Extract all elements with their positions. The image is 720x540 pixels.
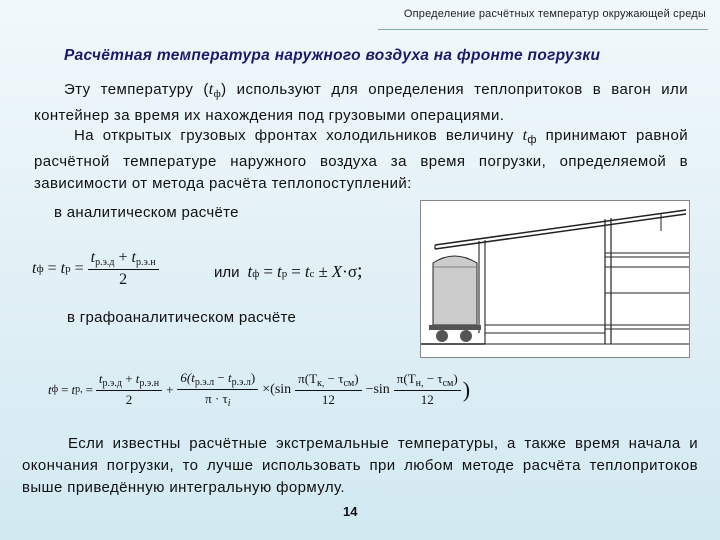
intro-p2-var: t <box>522 127 528 144</box>
gf-f1-num-b: t <box>135 371 140 386</box>
gf-f3-den: 12 <box>321 392 335 407</box>
gf-f2-num-a-sub: р.э.л <box>194 377 215 388</box>
intro-p2-after: принимают равной расчётной температуре наружного воздуха за время погрузки, определяемой в зависимости от метода расчёта теплопоступлений: <box>34 127 689 192</box>
alt-tc-sub: с <box>309 268 315 280</box>
af-lhs-sub: ф <box>36 263 44 275</box>
gf-f4-num: π(T <box>396 371 416 386</box>
gf-frac-1 <box>96 371 162 408</box>
analytical-alt-formula <box>214 260 363 283</box>
gf-f2-num: 6(t <box>180 370 195 385</box>
af-plus: + <box>118 249 128 266</box>
gf-f4-minus: − τ <box>426 371 443 386</box>
gf-eq1: = <box>61 381 69 397</box>
gf-f4-num-sub: н, <box>415 378 424 389</box>
analytical-formula <box>32 249 159 289</box>
af-num-a: t <box>90 249 96 266</box>
gf-f4-close: ) <box>453 371 458 386</box>
graphical-formula <box>48 370 470 409</box>
alt-eq1: = <box>263 262 273 281</box>
af-or-label: или <box>214 264 240 281</box>
af-den: 2 <box>119 271 128 288</box>
af-num-b: t <box>131 249 136 266</box>
alt-x: X <box>331 262 343 281</box>
af-fraction <box>88 249 159 289</box>
gf-f1-num-a-sub: р.э.д <box>102 378 122 389</box>
af-eq2: = <box>74 260 84 277</box>
af-num-a-sub: р.э.д <box>95 257 115 268</box>
gf-f3-minus: − τ <box>327 371 344 386</box>
gf-eq2: = <box>85 381 93 397</box>
alt-lhs-sub: ф <box>252 268 260 280</box>
intro-p1-after: ) используют для определения теплопритоков в вагон или контейнер за время их нахождения под грузовыми операциями. <box>34 81 688 124</box>
intro-p2-sub: ф <box>527 134 537 146</box>
gf-lhs: t <box>48 381 52 397</box>
gf-f1-den: 2 <box>125 392 133 407</box>
af-eq1: = <box>47 260 57 277</box>
intro-p1-before: Эту температуру ( <box>64 81 209 98</box>
gf-frac-3 <box>295 371 361 408</box>
gf-f3-num: π(T <box>298 371 318 386</box>
af-tp: t <box>60 260 66 277</box>
graphical-label: в графоаналитическом расчёте <box>67 309 297 326</box>
gf-f1-num-a: t <box>98 371 103 386</box>
page-number: 14 <box>343 504 358 519</box>
intro-p2-before: На открытых грузовых фронтах холодильников величину <box>74 127 514 144</box>
intro-p1-var: t <box>208 81 214 98</box>
af-tp-sub: р <box>65 263 71 275</box>
gf-frac-2 <box>177 370 258 409</box>
gf-f3-num-sub: к, <box>317 378 325 389</box>
gf-lhs-sub: ф <box>51 384 59 395</box>
af-lhs: t <box>32 260 37 277</box>
gf-f1-plus: + <box>125 371 133 386</box>
loading-platform-figure <box>420 200 690 358</box>
alt-tp: t <box>276 262 282 281</box>
gf-f1-num-b-sub: р.э.н <box>139 378 160 389</box>
alt-dot: · <box>342 262 348 281</box>
gf-f2-den-sub: i <box>227 398 231 409</box>
intro-paragraph-1 <box>34 79 688 127</box>
header-divider <box>378 29 708 30</box>
gf-tp-sub: р, <box>75 384 83 395</box>
gf-tp: t <box>71 381 76 397</box>
intro-paragraph-2 <box>34 125 688 195</box>
gf-f3-num-sub2: см <box>343 378 355 389</box>
platform-drawing <box>421 201 689 357</box>
gf-plus: + <box>166 381 174 397</box>
gf-end: ) <box>462 376 471 402</box>
analytical-label: в аналитическом расчёте <box>54 204 239 221</box>
gf-minus-sin: −sin <box>365 381 390 397</box>
gf-f2-minus: − <box>217 370 225 385</box>
slide-title: Расчётная температура наружного воздуха на фронте погрузки <box>64 47 601 64</box>
gf-frac-4 <box>394 371 461 408</box>
af-num-b-sub: р.э.н <box>135 257 156 268</box>
alt-lhs: t <box>247 262 253 281</box>
conclusion-text: Если известны расчётные экстремальные температуры, а также время начала и окончания погрузки, то лучше использовать при любом методе расчёта теплопритоков выше приведённую интегральную формулу. <box>22 435 698 496</box>
alt-eq2: = <box>291 262 301 281</box>
gf-f3-close: ) <box>354 371 359 386</box>
conclusion-paragraph <box>22 433 698 499</box>
alt-tc: t <box>304 262 310 281</box>
alt-end: ; <box>357 260 363 282</box>
gf-times: ×(sin <box>262 381 292 397</box>
alt-pm: ± <box>318 262 328 281</box>
alt-sigma: σ <box>347 262 358 281</box>
gf-f2-num-b: t <box>228 370 232 385</box>
gf-f4-den: 12 <box>420 392 434 407</box>
alt-tp-sub: р <box>281 268 288 280</box>
intro-p1-sub: ф <box>213 88 222 100</box>
gf-f4-num-sub2: см <box>442 378 454 389</box>
gf-f2-den: π · τ <box>205 391 228 406</box>
gf-f2-num-b-sub: р.э.л <box>231 377 251 388</box>
gf-f2-close: ) <box>250 370 256 385</box>
slide-header: Определение расчётных температур окружающей среды <box>403 8 706 20</box>
